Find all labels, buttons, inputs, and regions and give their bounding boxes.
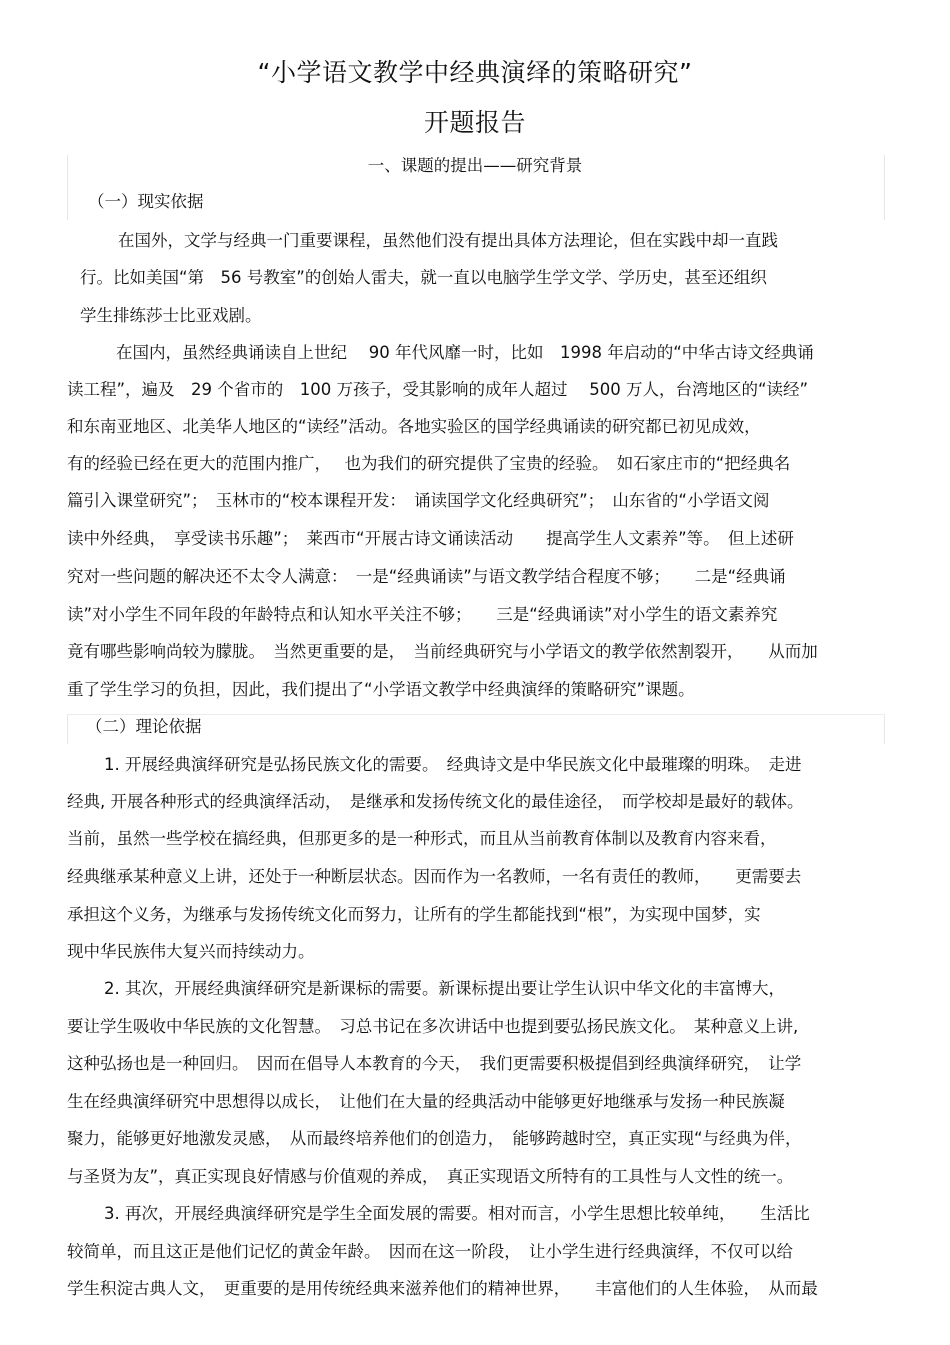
paragraph-line: 较简单，而且这正是他们记忆的黄金年龄。 因而在这一阶段， 让小学生进行经典演绎，不仅可以给 (67, 1242, 793, 1261)
paragraph-line: 在国内，虽然经典诵读自上世纪 90 年代风靡一时，比如 1998 年启动的“中华古诗文经典诵 (116, 343, 814, 362)
paragraph-line: 经典继承某种意义上讲，还处于一种断层状态。因而作为一名教师，一名有责任的教师， 更需要去 (67, 867, 802, 886)
subheading-frame-top (67, 714, 883, 715)
paragraph-line: 重了学生学习的负担，因此，我们提出了“小学语文教学中经典演绎的策略研究”课题。 (67, 680, 695, 699)
paragraph-line: 篇引入课堂研究”； 玉林市的“校本课程开发： 诵读国学文化经典研究”； 山东省的“小学语文阅 (67, 491, 770, 510)
paragraph-line: 读工程”，遍及 29 个省市的 100 万孩子，受其影响的成年人超过 500 万人，台湾地区的“读经” (67, 380, 809, 399)
paragraph-line: 承担这个义务，为继承与发扬传统文化而努力，让所有的学生都能找到“根”，为实现中国梦，实 (67, 905, 761, 924)
subsection-heading-1: （一）现实依据 (88, 192, 204, 211)
document-subtitle: 开题报告 (423, 108, 526, 137)
paragraph-line: 生在经典演绎研究中思想得以成长， 让他们在大量的经典活动中能够更好地继承与发扬一种民族凝 (67, 1092, 785, 1111)
paragraph-line: 2. 其次，开展经典演绎研究是新课标的需要。新课标提出要让学生认识中华文化的丰富博大， (104, 979, 785, 998)
paragraph-line: 聚力，能够更好地激发灵感， 从而最终培养他们的创造力， 能够跨越时空，真正实现“与经典为伴， (67, 1129, 802, 1148)
document-title: “小学语文教学中经典演绎的策略研究” (257, 58, 693, 87)
paragraph-line: 这种弘扬也是一种回归。 因而在倡导人本教育的今天， 我们更需要积极提倡到经典演绎研究， 让学 (67, 1054, 802, 1073)
paragraph-line: 行。比如美国“第 56 号教室”的创始人雷夫，就一直以电脑学生学文学、学历史，甚至还组织 (80, 268, 767, 287)
paragraph-line: 经典, 开展各种形式的经典演绎活动， 是继承和发扬传统文化的最佳途径， 而学校却是最好的载体。 (67, 792, 804, 811)
paragraph-line: 和东南亚地区、北美华人地区的“读经”活动。各地实验区的国学经典诵读的研究都已初见成效， (67, 417, 761, 436)
paragraph-line: 与圣贤为友”，真正实现良好情感与价值观的养成， 真正实现语文所特有的工具性与人文性的统一。 (67, 1167, 794, 1186)
paragraph-line: 读中外经典， 享受读书乐趣”； 莱西市“开展古诗文诵读活动 提高学生人文素养”等。 但上述研 (67, 529, 794, 548)
paragraph-line: 当前，虽然一些学校在搞经典，但那更多的是一种形式，而且从当前教育体制以及教育内容来看， (67, 829, 777, 848)
paragraph-line: 竟有哪些影响尚较为朦胧。 当然更重要的是， 当前经典研究与小学语文的教学依然割裂开， 从而加 (67, 642, 818, 661)
paragraph-line: 在国外，文学与经典一门重要课程，虽然他们没有提出具体方法理论，但在实践中却一直践 (118, 231, 778, 250)
paragraph-line: 读”对小学生不同年段的年龄特点和认知水平关注不够； 三是“经典诵读”对小学生的语文素养究 (67, 605, 778, 624)
paragraph-line: 3. 再次，开展经典演绎研究是学生全面发展的需要。相对而言，小学生思想比较单纯， 生活比 (104, 1204, 810, 1223)
paragraph-line: 1. 开展经典演绎研究是弘扬民族文化的需要。 经典诗文是中华民族文化中最璀璨的明珠。 走进 (104, 755, 802, 774)
paragraph-line: 究对一些问题的解决还不太令人满意： 一是“经典诵读”与语文教学结合程度不够； 二是“经典诵 (67, 567, 786, 586)
paragraph-line: 有的经验已经在更大的范围内推广， 也为我们的研究提供了宝贵的经验。 如石家庄市的“把经典名 (67, 454, 791, 473)
paragraph-line: 学生积淀古典人文， 更重要的是用传统经典来滋养他们的精神世界， 丰富他们的人生体验， 从而最 (67, 1279, 818, 1298)
paragraph-line: 现中华民族伟大复兴而持续动力。 (67, 942, 315, 961)
paragraph-line: 要让学生吸收中华民族的文化智慧。 习总书记在多次讲话中也提到要弘扬民族文化。 某种意义上讲, (67, 1017, 799, 1036)
section-heading: 一、课题的提出——研究背景 (367, 156, 583, 175)
paragraph-line: 学生排练莎士比亚戏剧。 (80, 306, 262, 325)
subsection-heading-2: （二）理论依据 (86, 717, 202, 736)
